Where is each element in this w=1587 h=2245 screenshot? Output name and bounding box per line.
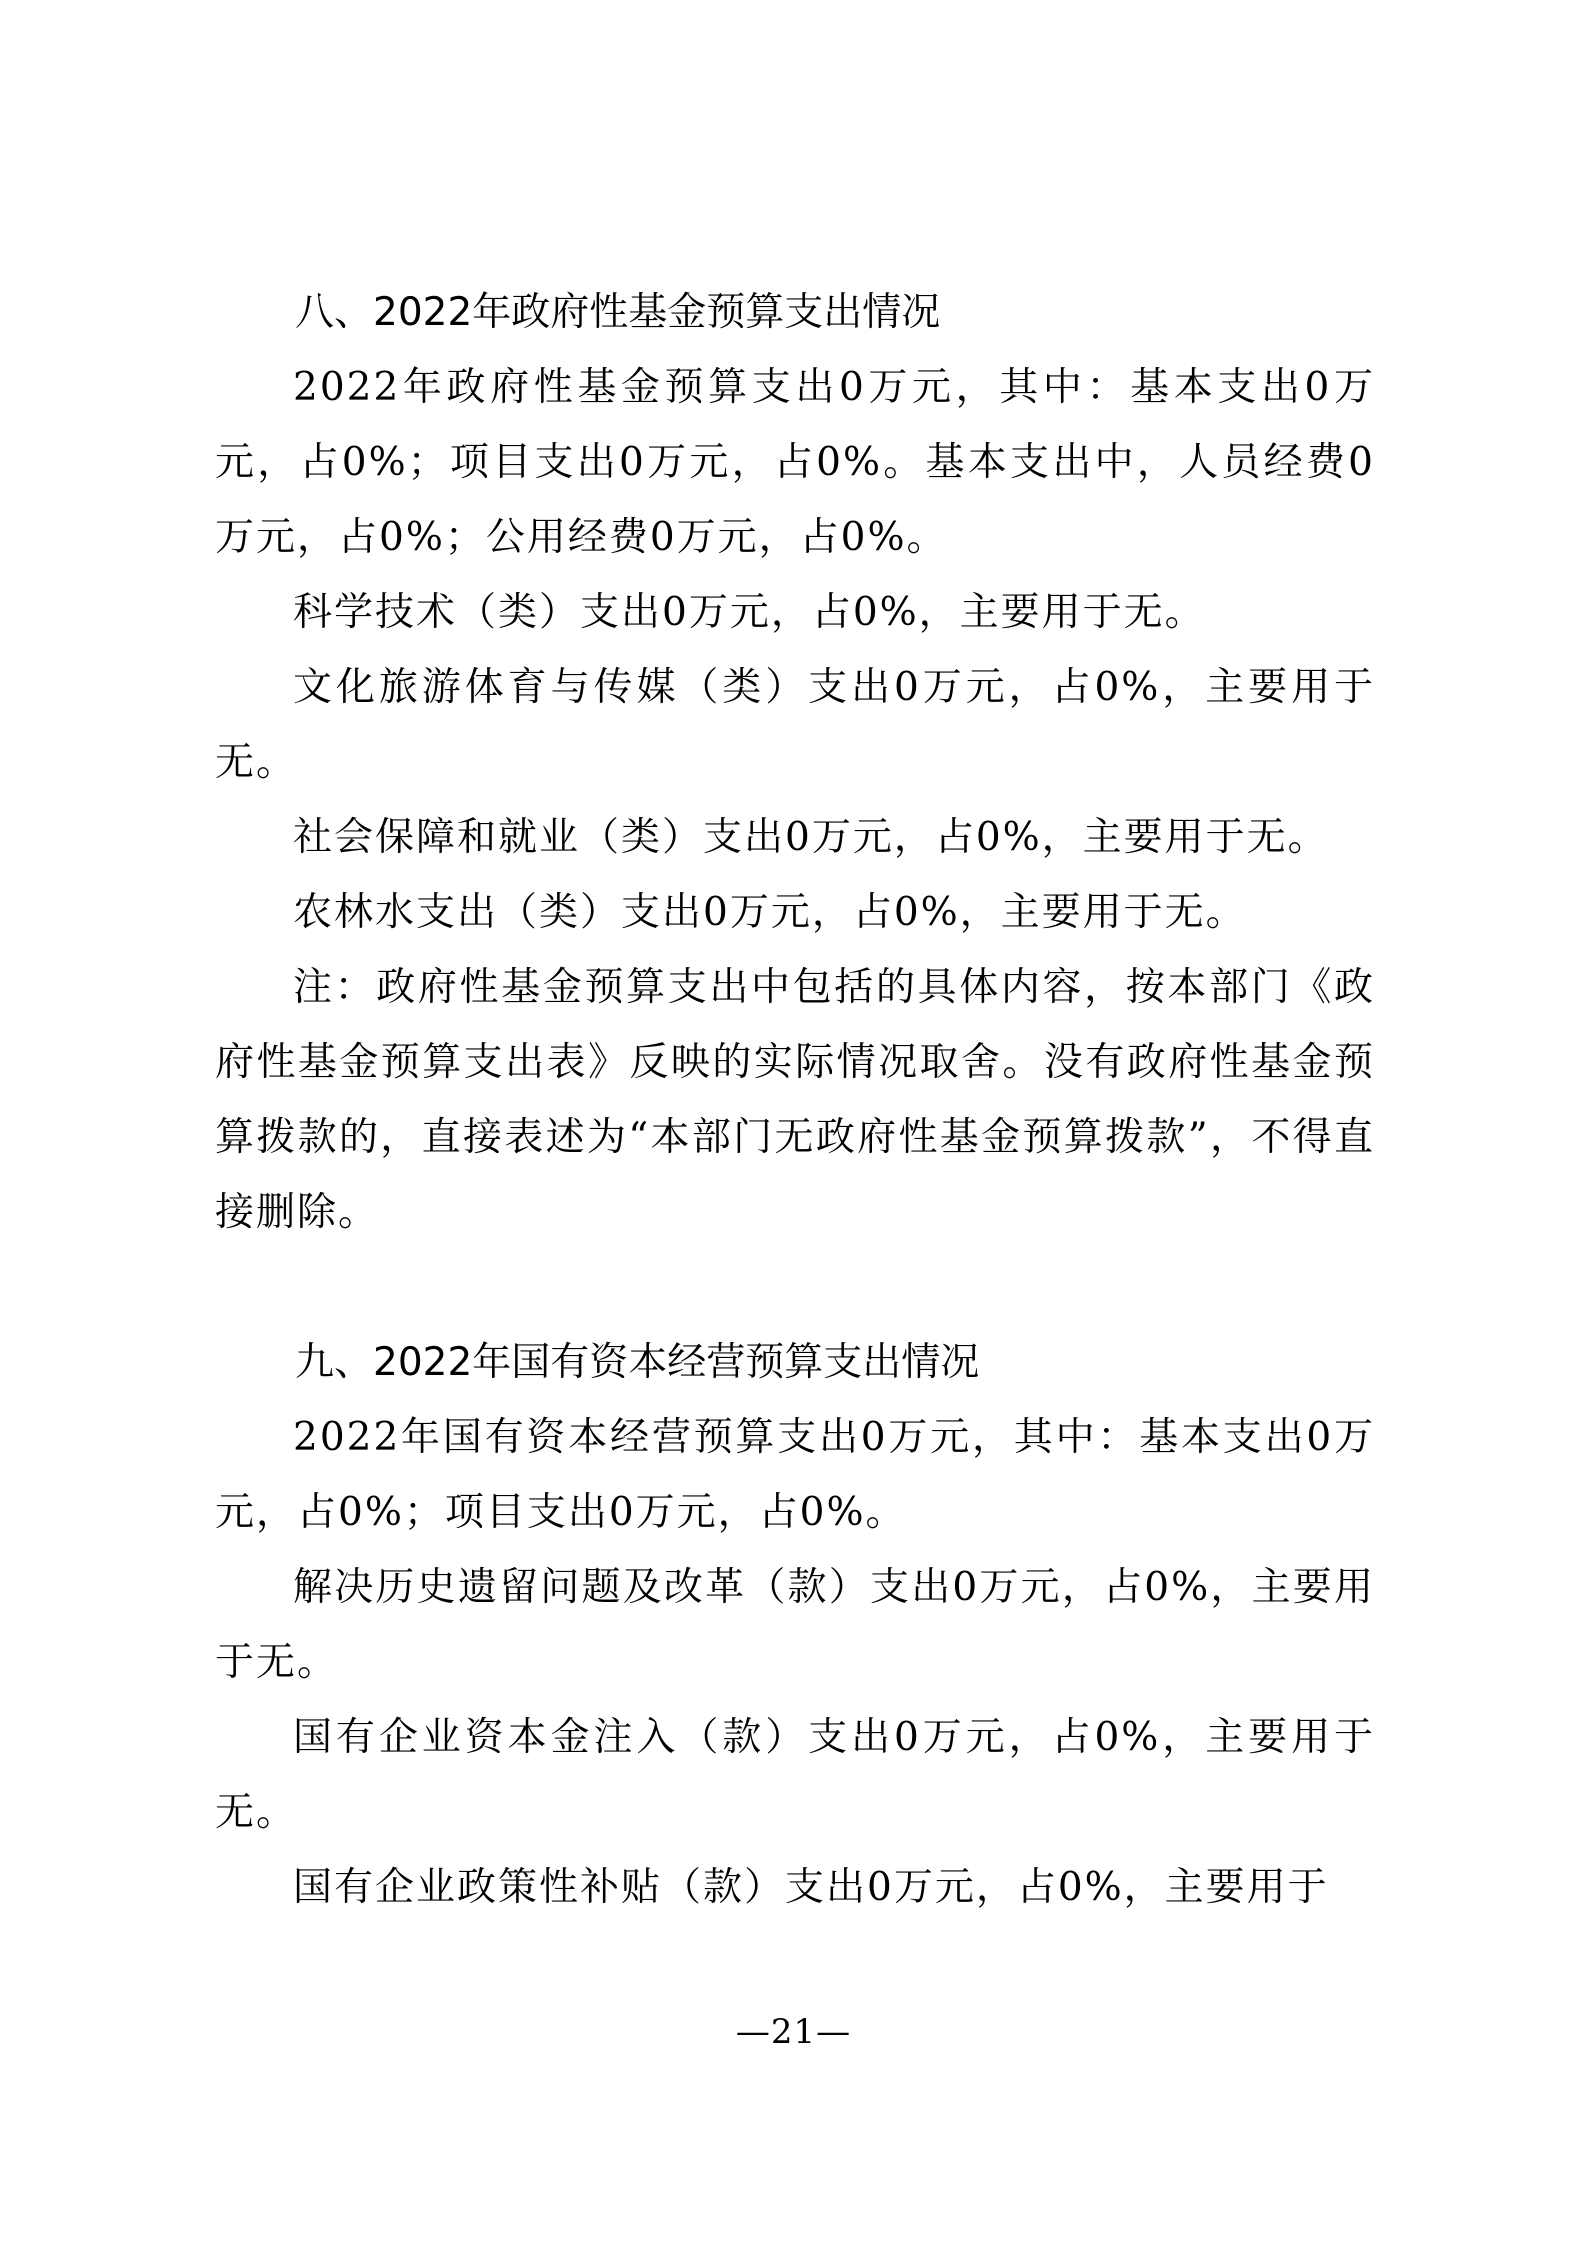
paragraph-fund-agriculture: 农林水支出（类）支出0万元，占0%，主要用于无。 [293,890,1247,935]
page-number: —21— [735,2012,852,2052]
paragraph-fund-science: 科学技术（类）支出0万元，占0%，主要用于无。 [293,590,1206,635]
paragraph-capital-injection: 国有企业资本金注入（款）支出0万元，占0%，主要用于无。 [215,1715,1375,1835]
document-body [215,275,1375,1925]
paragraph-fund-overview: 2022年政府性基金预算支出0万元，其中：基本支出0万元，占0%；项目支出0万元，占0%。基本支出中，人员经费0万元，占0%；公用经费0万元，占0%。 [215,365,1375,560]
section-heading-state-capital: 九、2022年国有资本经营预算支出情况 [295,1340,980,1385]
section-heading-government-fund: 八、2022年政府性基金预算支出情况 [295,290,941,335]
section-spacer [215,1250,1375,1325]
paragraph-capital-legacy-issues: 解决历史遗留问题及改革（款）支出0万元，占0%，主要用于无。 [215,1565,1375,1685]
paragraph-fund-culture: 文化旅游体育与传媒（类）支出0万元，占0%，主要用于无。 [215,665,1375,785]
paragraph-capital-subsidy: 国有企业政策性补贴（款）支出0万元，占0%，主要用于 [293,1865,1329,1910]
paragraph-fund-social-security: 社会保障和就业（类）支出0万元，占0%，主要用于无。 [293,815,1329,860]
paragraph-capital-overview: 2022年国有资本经营预算支出0万元，其中：基本支出0万元，占0%；项目支出0万元，占0%。 [215,1415,1375,1535]
paragraph-fund-note: 注：政府性基金预算支出中包括的具体内容，按本部门《政府性基金预算支出表》反映的实际情况取舍。没有政府性基金预算拨款的，直接表述为“本部门无政府性基金预算拨款”，不得直接删除。 [215,965,1375,1235]
